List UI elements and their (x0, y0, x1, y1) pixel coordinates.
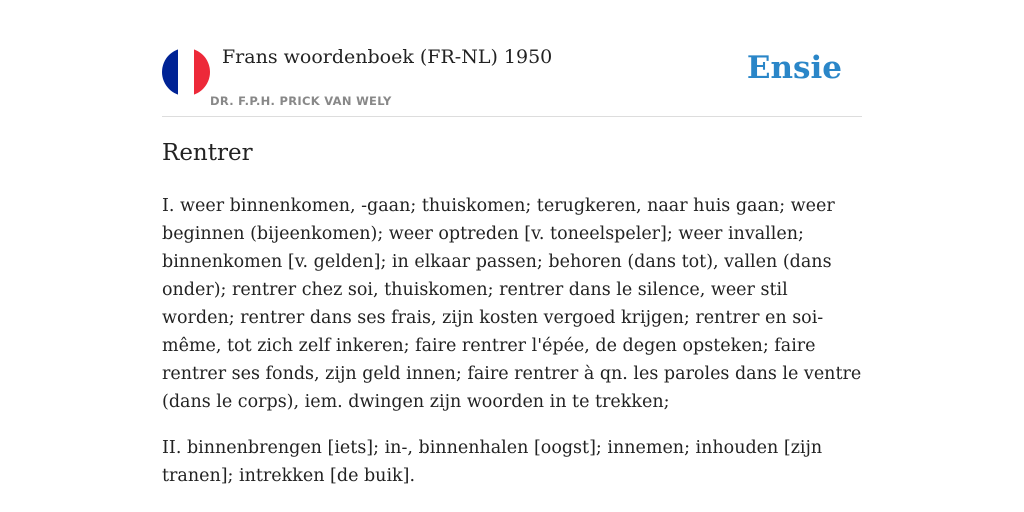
dictionary-header (162, 40, 862, 117)
ensie-logo[interactable]: Ensie (746, 50, 842, 86)
france-flag-icon (162, 48, 210, 96)
definition-paragraph: II. binnenbrengen [iets]; in-, binnenhalen [oogst]; innemen; inhouden [zijn tranen]; intrekken [de buik]. (162, 438, 823, 486)
entry-definitions (162, 192, 862, 508)
entry-headword: Rentrer (162, 140, 253, 166)
dictionary-title[interactable]: Frans woordenboek (FR-NL) 1950 (222, 46, 553, 68)
dictionary-author: DR. F.P.H. PRICK VAN WELY (210, 94, 392, 108)
definition-paragraph: I. weer binnenkomen, -gaan; thuiskomen; terugkeren, naar huis gaan; weer beginnen (bijeenkomen); weer optreden [v. toneelspeler]; weer invallen; binnenkomen [v. gelden]; in elkaar passen; behoren (dans tot), vallen (dans onder); rentrer chez soi, thuiskomen; rentrer dans le silence, weer stil worden; rentrer dans ses frais, zijn kosten vergoed krijgen; rentrer en soi-même, tot zich zelf inkeren; faire rentrer l'épée, de degen opsteken; faire rentrer ses fonds, zijn geld innen; faire rentrer à qn. les paroles dans le ventre (dans le corps), iem. dwingen zijn woorden in te trekken; (162, 196, 862, 412)
